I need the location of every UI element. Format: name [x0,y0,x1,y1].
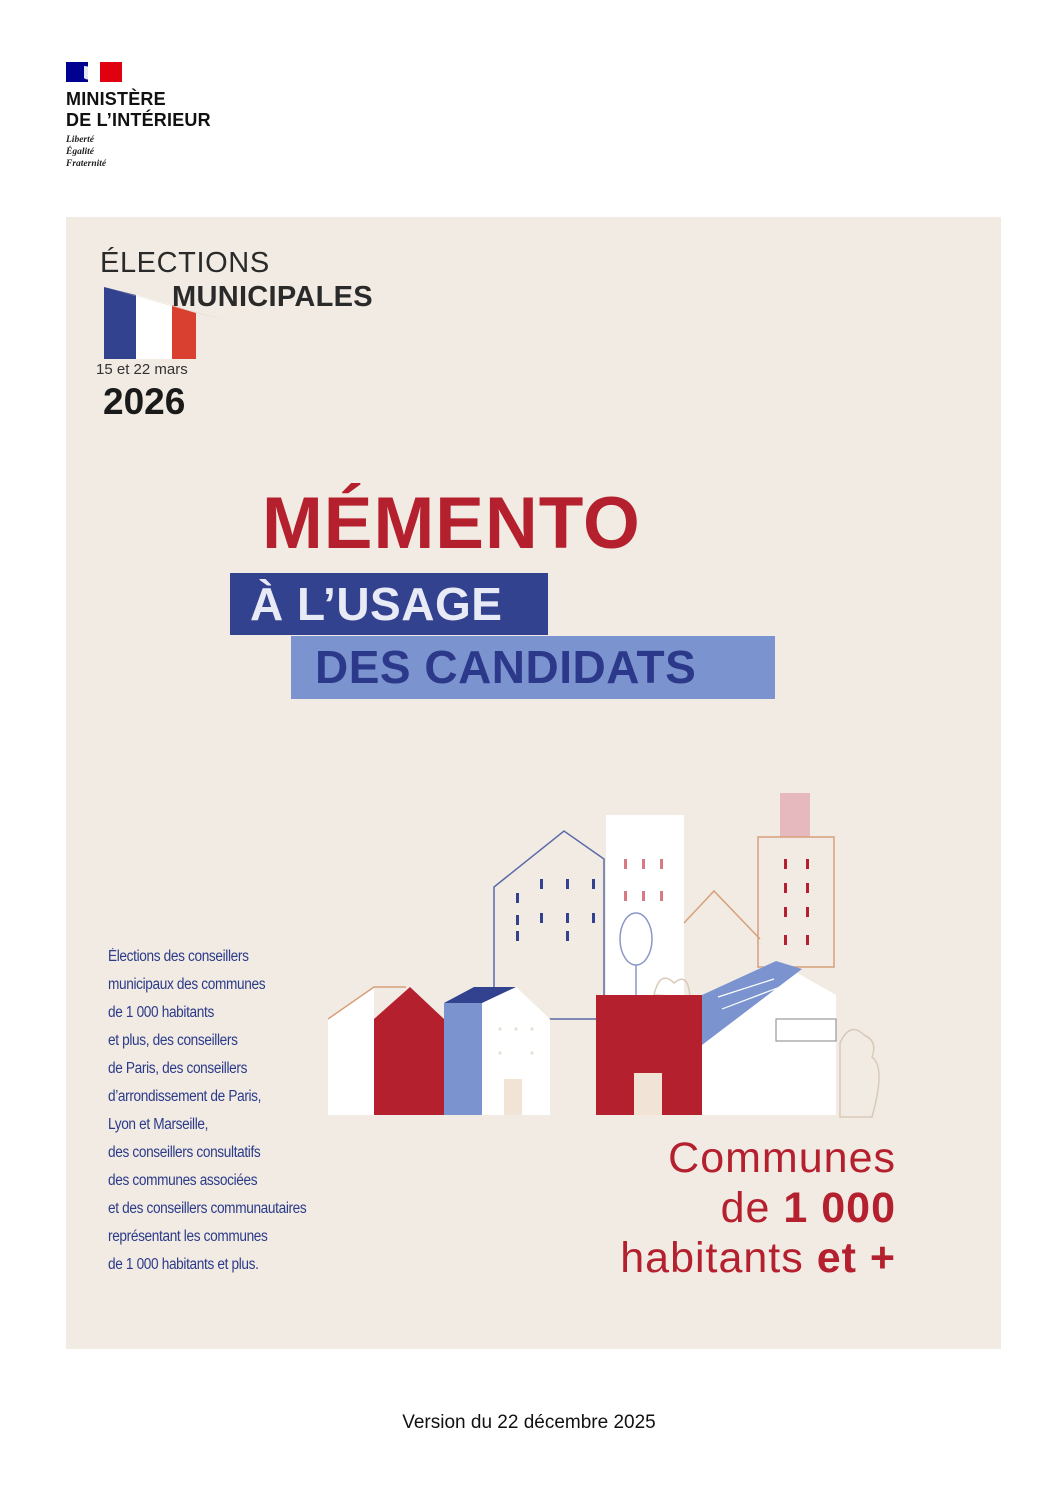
motto-egalite: Égalité [66,147,94,157]
municipales-word: MUNICIPALES [172,281,373,313]
description-line: des communes associées [108,1172,258,1189]
memento-title: MÉMENTO [262,483,641,564]
ministry-name-line-1: MINISTÈRE [66,89,166,109]
title-usage-box: À L’USAGE [230,573,548,635]
communes-number: 1 000 [783,1184,896,1232]
description-line: Lyon et Marseille, [108,1116,209,1133]
ministry-logo [66,62,266,170]
elections-word: ÉLECTIONS [100,247,270,279]
description-line: d’arrondissement de Paris, [108,1088,262,1105]
description-line: de 1 000 habitants [108,1004,214,1021]
motto-fraternite: Fraternité [66,159,107,169]
description-line: des conseillers consultatifs [108,1144,261,1161]
communes-habitants-word: habitants [620,1234,817,1282]
description-line: Élections des conseillers [108,948,249,965]
communes-de-word: de [720,1184,784,1232]
version-date: Version du 22 décembre 2025 [402,1412,656,1433]
description-line: et des conseillers communautaires [108,1200,307,1217]
description-line: représentant les communes [108,1228,268,1245]
election-dates: 15 et 22 mars [96,361,188,378]
communes-et-plus: et + [816,1234,896,1282]
marianne-flag-icon [66,62,122,82]
description-line: et plus, des conseillers [108,1032,238,1049]
communes-label-line-1 [668,1133,896,1183]
ministry-name-line-2: DE L’INTÉRIEUR [66,110,211,130]
title-candidats-box: DES CANDIDATS [291,636,775,699]
cover-panel [66,217,1001,1349]
election-year: 2026 [103,381,186,422]
communes-word: Communes [668,1134,896,1182]
description-line: de 1 000 habitants et plus. [108,1256,259,1273]
memento-description [108,943,346,1279]
motto-liberte: Liberté [66,135,94,145]
city-illustration [328,789,898,1119]
communes-label-line-3 [620,1233,896,1283]
description-line: municipaux des communes [108,976,266,993]
communes-label-line-2 [721,1183,896,1233]
description-line: de Paris, des conseillers [108,1060,248,1077]
